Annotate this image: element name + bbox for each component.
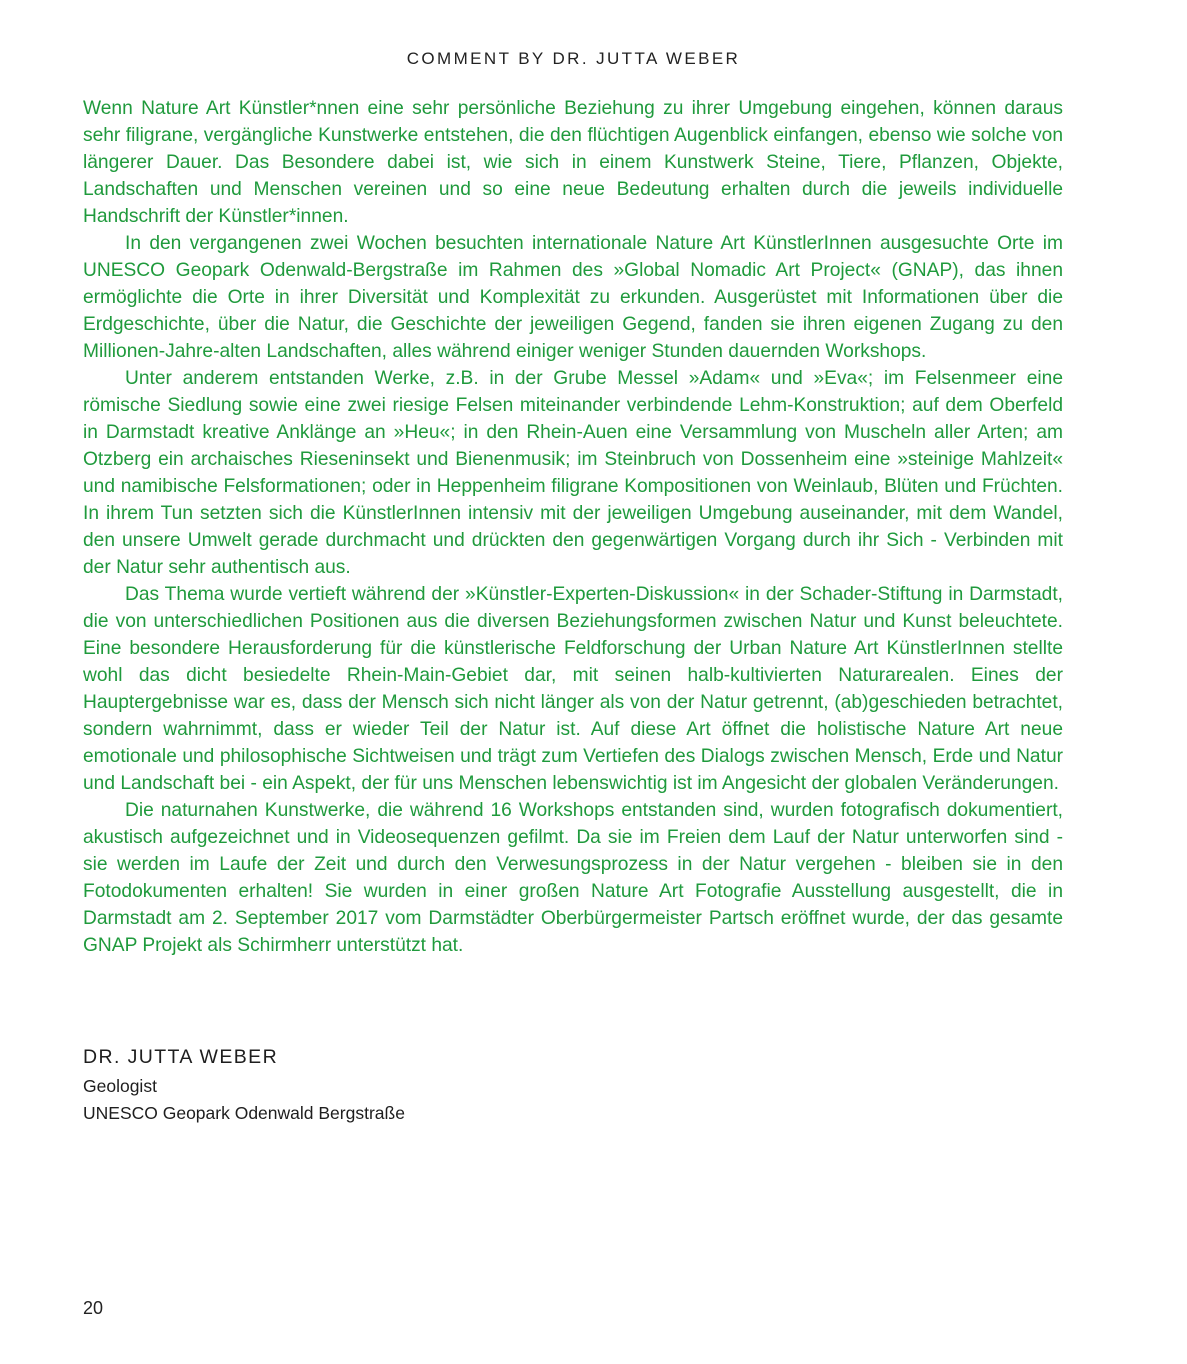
paragraph-3: Unter anderem entstanden Werke, z.B. in der Grube Messel »Adam« und »Eva«; im Felsenmeer eine römische Siedlung sowie eine zwei riesige Felsen miteinander verbindende Lehm-Konstruktion; auf dem Oberfeld in Darmstadt kreative Anklänge an »Heu«; in den Rhein-Auen eine Versammlung von Muscheln aller Arten; am Otzberg ein archaisches Rieseninsekt und Bienenmusik; im Steinbruch von Dossenheim eine »steinige Mahlzeit« und namibische Felsformationen; oder in Heppenheim filigrane Kompositionen von Weinlaub, Blüten und Früchten. In ihrem Tun setzten sich die KünstlerInnen intensiv mit der jeweiligen Umgebung auseinander, mit dem Wandel, den unsere Umwelt gerade durchmacht und drückten den gegenwärtigen Vorgang durch ihr Sich - Verbinden mit der Natur sehr authentisch aus. [83,368,1063,578]
author-name: DR. JUTTA WEBER [83,1046,279,1068]
author-signature [83,1043,405,1127]
paragraph-5: Die naturnahen Kunstwerke, die während 16 Workshops entstanden sind, wurden fotografisch dokumentiert, akustisch aufgezeichnet und in Videosequenzen gefilmt. Da sie im Freien dem Lauf der Natur unterworfen sind - sie werden im Laufe der Zeit und durch den Verwesungsprozess in der Natur vergehen - bleiben sie in den Fotodokumenten erhalten! Sie wurden in einer großen Nature Art Fotografie Ausstellung ausgestellt, die in Darmstadt am 2. September 2017 vom Darmstädter Oberbürgermeister Partsch eröffnet wurde, der das gesamte GNAP Projekt als Schirmherr unterstützt hat. [83,800,1063,956]
paragraph-4: Das Thema wurde vertieft während der »Künstler-Experten-Diskussion« in der Schader-Stiftung in Darmstadt, die von unterschiedlichen Positionen aus die diversen Beziehungsformen zwischen Natur und Kunst beleuchtete. Eine besondere Herausforderung für die künstlerische Feldforschung der Urban Nature Art KünstlerInnen stellte wohl das dicht besiedelte Rhein-Main-Gebiet dar, mit seinen halb-kultivierten Naturarealen. Eines der Hauptergebnisse war es, dass der Mensch sich nicht länger als von der Natur getrennt, (ab)geschieden betrachtet, sondern wahrnimmt, dass er wieder Teil der Natur ist. Auf diese Art öffnet die holistische Nature Art neue emotionale und philosophische Sichtweisen und trägt zum Vertiefen des Dialogs zwischen Mensch, Erde und Natur und Landschaft bei - ein Aspekt, der für uns Menschen lebenswichtig ist im Angesicht der globalen Veränderungen. [83,584,1063,794]
page-number: 20 [83,1298,104,1318]
author-role: Geologist [83,1076,157,1096]
article-body [83,95,1063,959]
paragraph-2: In den vergangenen zwei Wochen besuchten internationale Nature Art KünstlerInnen ausgesuchte Orte im UNESCO Geopark Odenwald-Bergstraße im Rahmen des »Global Nomadic Art Project« (GNAP), das ihnen ermöglichte die Orte in ihrer Diversität und Komplexität zu erkunden. Ausgerüstet mit Informationen über die Erdgeschichte, über die Natur, die Geschichte der jeweiligen Gegend, fanden sie ihren eigenen Zugang zu den Millionen-Jahre-alten Landschaften, alles während einiger weniger Stunden dauernden Workshops. [83,233,1063,362]
paragraph-1: Wenn Nature Art Künstler*nnen eine sehr persönliche Beziehung zu ihrer Umgebung eingehen, können daraus sehr filigrane, vergängliche Kunstwerke entstehen, die den flüchtigen Augenblick einfangen, ebenso wie solche von längerer Dauer. Das Besondere dabei ist, wie sich in einem Kunstwerk Steine, Tiere, Pflanzen, Objekte, Landschaften und Menschen vereinen und so eine neue Bedeutung erhalten durch die jeweils individuelle Handschrift der Künstler*innen. [83,98,1063,227]
author-organization: UNESCO Geopark Odenwald Bergstraße [83,1103,405,1123]
running-header: COMMENT BY DR. JUTTA WEBER [406,49,741,68]
